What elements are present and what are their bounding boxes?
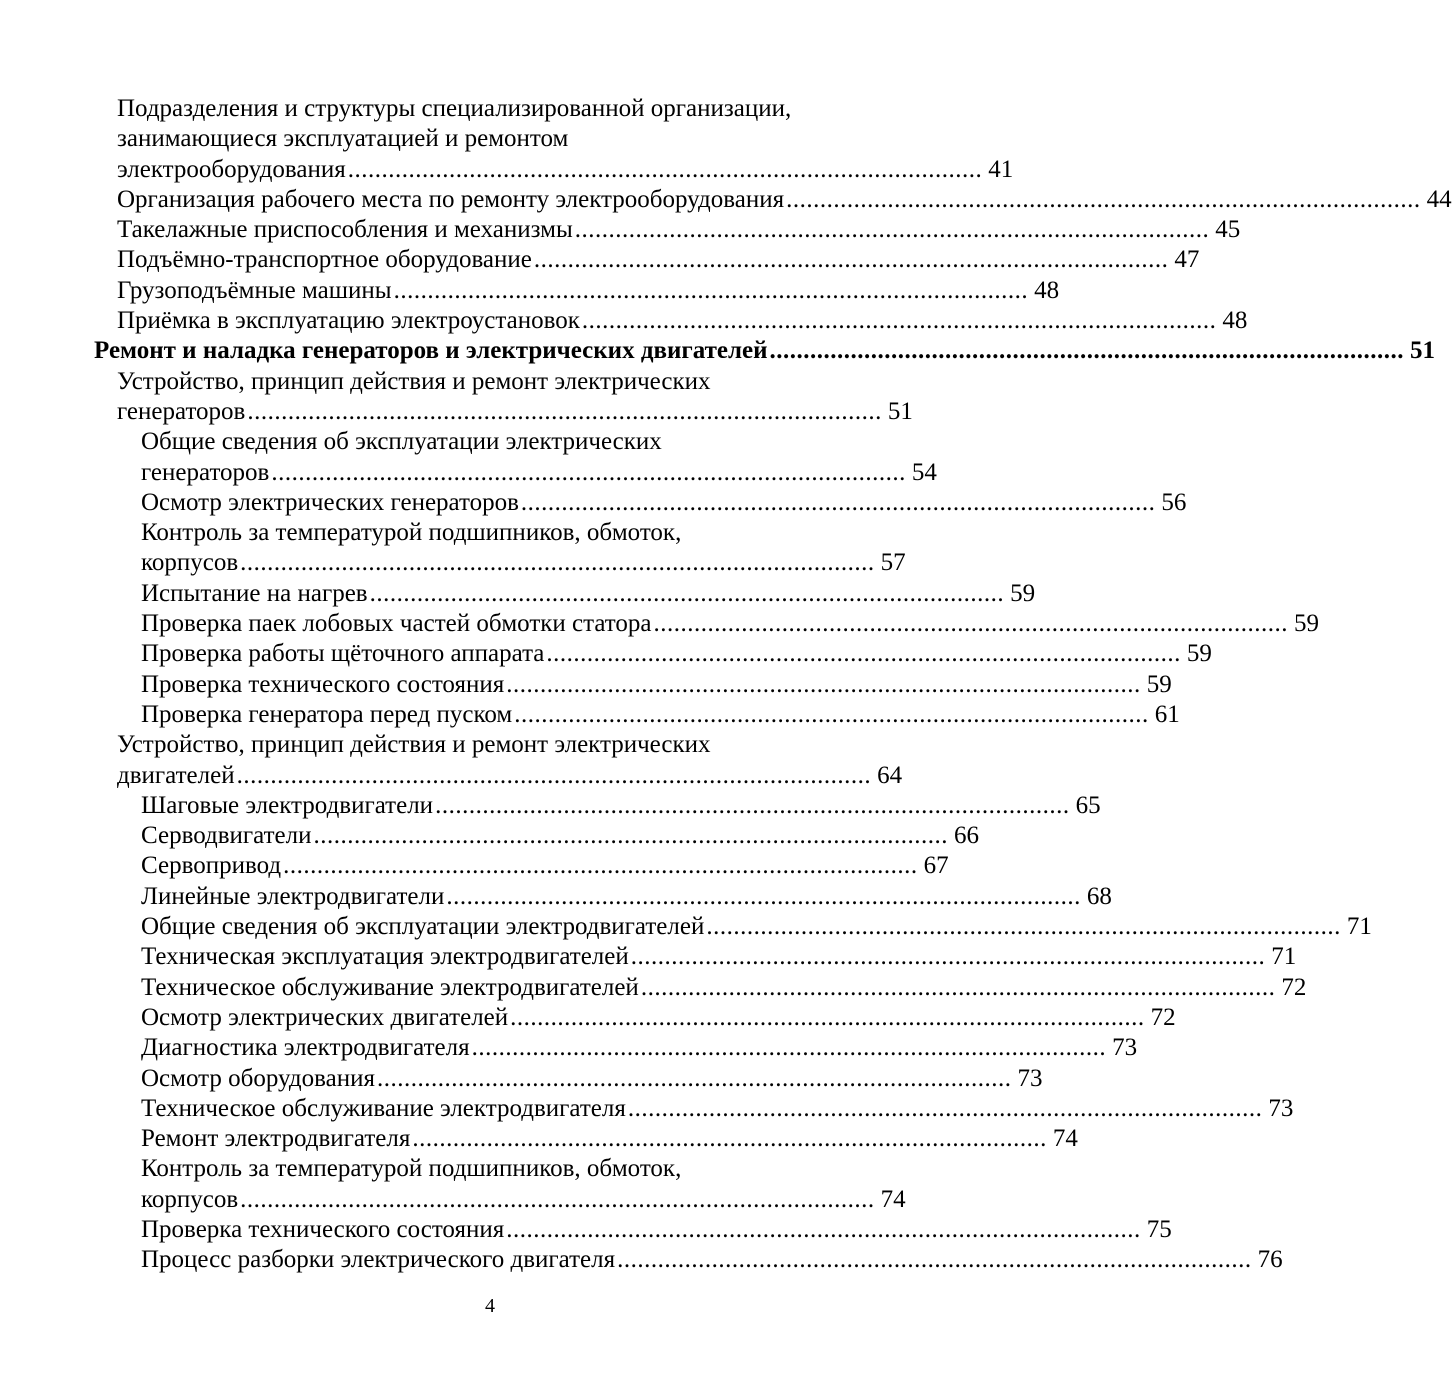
toc-entry-title: Испытание на нагрев xyxy=(141,579,370,609)
toc-page-number: 71 xyxy=(1341,912,1372,942)
toc-entry-title: Общие сведения об эксплуатации электродвигателей xyxy=(141,912,706,942)
toc-page-number: 73 xyxy=(1262,1094,1293,1124)
toc-entry-title-line: Устройство, принцип действия и ремонт электрических xyxy=(117,731,711,759)
toc-page-number: 44 xyxy=(1421,185,1452,215)
dot-leader: .............................................................................................. xyxy=(393,276,1029,304)
toc-entry-line xyxy=(0,124,980,154)
toc-entry[interactable] xyxy=(0,215,1241,245)
toc-entry[interactable] xyxy=(0,942,1297,972)
toc-entry-title: Техническое обслуживание электродвигателя xyxy=(141,1094,628,1124)
toc-entry-title: Диагностика электродвигателя xyxy=(141,1033,472,1063)
dot-leader: .............................................................................................. xyxy=(369,579,1005,607)
toc-page-number: 59 xyxy=(1288,609,1319,639)
toc-entry[interactable] xyxy=(0,548,980,578)
dot-leader: .............................................................................................. xyxy=(313,822,948,850)
toc-page-number: 57 xyxy=(875,548,906,578)
toc-entry-title: Проверка генератора перед пуском xyxy=(141,700,514,730)
dot-leader: .............................................................................................. xyxy=(236,761,872,789)
toc-entry[interactable] xyxy=(0,1245,1283,1275)
toc-entry-line xyxy=(0,427,980,457)
dot-leader: .............................................................................................. xyxy=(471,1034,1107,1062)
toc-entry[interactable] xyxy=(0,1064,1043,1094)
toc-entry[interactable] xyxy=(0,670,1172,700)
toc-entry[interactable] xyxy=(0,912,1372,942)
toc-entry-title: Процесс разборки электрического двигателя xyxy=(141,1245,617,1275)
toc-page-number: 71 xyxy=(1265,942,1296,972)
toc-entry[interactable] xyxy=(0,397,980,427)
toc-page-number: 59 xyxy=(1141,670,1172,700)
toc-entry[interactable] xyxy=(0,185,1452,215)
toc-entry[interactable] xyxy=(0,155,1014,185)
toc-page-number: 51 xyxy=(1404,336,1435,366)
toc-page-number: 54 xyxy=(906,458,937,488)
toc-page-number: 61 xyxy=(1149,700,1180,730)
toc-entry[interactable] xyxy=(0,458,980,488)
toc-page-number: 72 xyxy=(1145,1003,1176,1033)
toc-entry[interactable] xyxy=(0,276,1060,306)
toc-entry-title: Осмотр электрических генераторов xyxy=(141,488,521,518)
toc-page-number: 56 xyxy=(1155,488,1186,518)
toc-entry-title: Серводвигатели xyxy=(141,821,313,851)
toc-page-number: 73 xyxy=(1106,1033,1137,1063)
dot-leader: .............................................................................................. xyxy=(435,791,1070,819)
toc-page-number: 72 xyxy=(1275,973,1306,1003)
toc-entry-title-line: Подразделения и структуры специализированной организации, xyxy=(117,95,792,122)
toc-entry[interactable] xyxy=(0,1185,980,1215)
dot-leader: .............................................................................................. xyxy=(446,882,1081,910)
toc-entry-title: Сервопривод xyxy=(141,851,283,881)
toc-entry-title-line: Контроль за температурой подшипников, обмоток, xyxy=(141,1155,682,1183)
toc-page-number: 41 xyxy=(982,155,1013,185)
dot-leader: .............................................................................................. xyxy=(247,397,882,425)
dot-leader: .............................................................................................. xyxy=(653,610,1288,638)
toc-entry-line xyxy=(0,1154,980,1184)
toc-entry-title: Проверка паек лобовых частей обмотки статора xyxy=(141,609,654,639)
dot-leader: .............................................................................................. xyxy=(533,246,1169,274)
toc-entry-title: Шаговые электродвигатели xyxy=(141,791,435,821)
dot-leader: .............................................................................................. xyxy=(769,337,1404,365)
dot-leader: .............................................................................................. xyxy=(640,973,1276,1001)
toc-page-number: 65 xyxy=(1070,791,1101,821)
dot-leader: .............................................................................................. xyxy=(376,1064,1012,1092)
toc-entry[interactable] xyxy=(0,1124,1078,1154)
toc-entry-title: генераторов xyxy=(117,397,247,427)
toc-entry-title: Осмотр электрических двигателей xyxy=(141,1003,510,1033)
toc-page-number: 59 xyxy=(1181,639,1212,669)
toc-entry-title: Подъёмно-транспортное оборудование xyxy=(117,245,534,275)
toc-page-number: 73 xyxy=(1011,1064,1042,1094)
toc-page-number: 74 xyxy=(875,1185,906,1215)
toc-entry-title: Проверка работы щёточного аппарата xyxy=(141,639,546,669)
toc-page-number: 45 xyxy=(1209,215,1240,245)
dot-leader: .............................................................................................. xyxy=(617,1246,1252,1274)
toc-entry-title: корпусов xyxy=(141,548,240,578)
dot-leader: .............................................................................................. xyxy=(627,1094,1263,1122)
toc-entry-line xyxy=(0,730,980,760)
toc-entry-line xyxy=(0,518,980,548)
toc-page-number: 66 xyxy=(948,821,979,851)
toc-entry-title-line: Общие сведения об эксплуатации электрических xyxy=(141,428,662,456)
toc-entry-title: Такелажные приспособления и механизмы xyxy=(117,215,575,245)
toc-page-number: 74 xyxy=(1047,1124,1078,1154)
dot-leader: .............................................................................................. xyxy=(506,1215,1141,1243)
toc-entry-title: Техническая эксплуатация электродвигателей xyxy=(141,942,631,972)
dot-leader: .............................................................................................. xyxy=(506,670,1141,698)
toc-entry[interactable] xyxy=(0,1215,1172,1245)
toc-entry-title: двигателей xyxy=(117,761,237,791)
toc-entry-line xyxy=(0,367,980,397)
toc-entry[interactable] xyxy=(0,700,1180,730)
toc-entry[interactable] xyxy=(0,609,1319,639)
toc-entry-title: Линейные электродвигатели xyxy=(141,882,446,912)
toc-page-number: 68 xyxy=(1081,882,1112,912)
toc-page-number: 48 xyxy=(1216,306,1247,336)
toc-entry[interactable] xyxy=(0,488,1187,518)
page-number: 4 xyxy=(485,1295,495,1317)
toc-entry-title: Грузоподъёмные машины xyxy=(117,276,394,306)
toc-entry[interactable] xyxy=(0,851,980,881)
dot-leader: .............................................................................................. xyxy=(514,700,1149,728)
toc-chapter[interactable] xyxy=(0,336,1435,366)
dot-leader: .............................................................................................. xyxy=(546,640,1181,668)
toc-entry-title: корпусов xyxy=(141,1185,240,1215)
toc-page-number: 76 xyxy=(1252,1245,1283,1275)
toc-entry-title: Проверка технического состояния xyxy=(141,670,506,700)
toc-entry[interactable] xyxy=(0,791,1101,821)
toc-entry[interactable] xyxy=(0,882,1112,912)
dot-leader: .............................................................................................. xyxy=(706,913,1341,941)
toc-page-number: 64 xyxy=(871,761,902,791)
dot-leader: .............................................................................................. xyxy=(240,1185,875,1213)
toc-page-number: 67 xyxy=(918,851,949,881)
toc-entry-title: Приёмка в эксплуатацию электроустановок xyxy=(117,306,582,336)
toc-entry[interactable] xyxy=(0,245,1200,275)
toc-entry-title: Проверка технического состояния xyxy=(141,1215,506,1245)
toc-entry-title: генераторов xyxy=(141,458,271,488)
dot-leader: .............................................................................................. xyxy=(347,155,983,183)
dot-leader: .............................................................................................. xyxy=(786,185,1421,213)
toc-entry[interactable] xyxy=(0,579,1036,609)
toc-entry-title: электрооборудования xyxy=(117,155,348,185)
toc-entry-title: Организация рабочего места по ремонту электрооборудования xyxy=(117,185,786,215)
toc-page-number: 75 xyxy=(1141,1215,1172,1245)
toc-page-number: 51 xyxy=(882,397,913,427)
dot-leader: .............................................................................................. xyxy=(271,458,906,486)
toc-entry[interactable] xyxy=(0,306,1248,336)
toc-entry[interactable] xyxy=(0,1094,1294,1124)
toc-entry[interactable] xyxy=(0,821,980,851)
toc-entry[interactable] xyxy=(0,973,1307,1003)
toc-page-number: 59 xyxy=(1004,579,1035,609)
toc-entry-title: Осмотр оборудования xyxy=(141,1064,377,1094)
dot-leader: .............................................................................................. xyxy=(510,1003,1145,1031)
toc-entry-title: Техническое обслуживание электродвигателей xyxy=(141,973,641,1003)
table-of-contents xyxy=(0,94,1452,1276)
toc-entry[interactable] xyxy=(0,761,980,791)
dot-leader: .............................................................................................. xyxy=(581,307,1217,335)
toc-entry-title: Ремонт электродвигателя xyxy=(141,1124,412,1154)
dot-leader: .............................................................................................. xyxy=(412,1125,1047,1153)
toc-entry[interactable] xyxy=(0,1033,1138,1063)
toc-entry-title-line: Устройство, принцип действия и ремонт электрических xyxy=(117,367,711,395)
dot-leader: .............................................................................................. xyxy=(240,549,875,577)
dot-leader: .............................................................................................. xyxy=(574,216,1210,244)
toc-entry[interactable] xyxy=(0,1003,1176,1033)
dot-leader: .............................................................................................. xyxy=(630,943,1266,971)
toc-entry[interactable] xyxy=(0,639,1212,669)
dot-leader: .............................................................................................. xyxy=(283,852,918,880)
toc-page-number: 48 xyxy=(1028,276,1059,306)
toc-page-number: 47 xyxy=(1168,245,1199,275)
dot-leader: .............................................................................................. xyxy=(520,488,1156,516)
toc-entry-title: Ремонт и наладка генераторов и электрических двигателей xyxy=(94,336,770,366)
toc-entry-title-line: занимающиеся эксплуатацией и ремонтом xyxy=(117,125,569,153)
toc-entry-title-line: Контроль за температурой подшипников, обмоток, xyxy=(141,519,682,547)
toc-entry-line xyxy=(0,94,980,124)
